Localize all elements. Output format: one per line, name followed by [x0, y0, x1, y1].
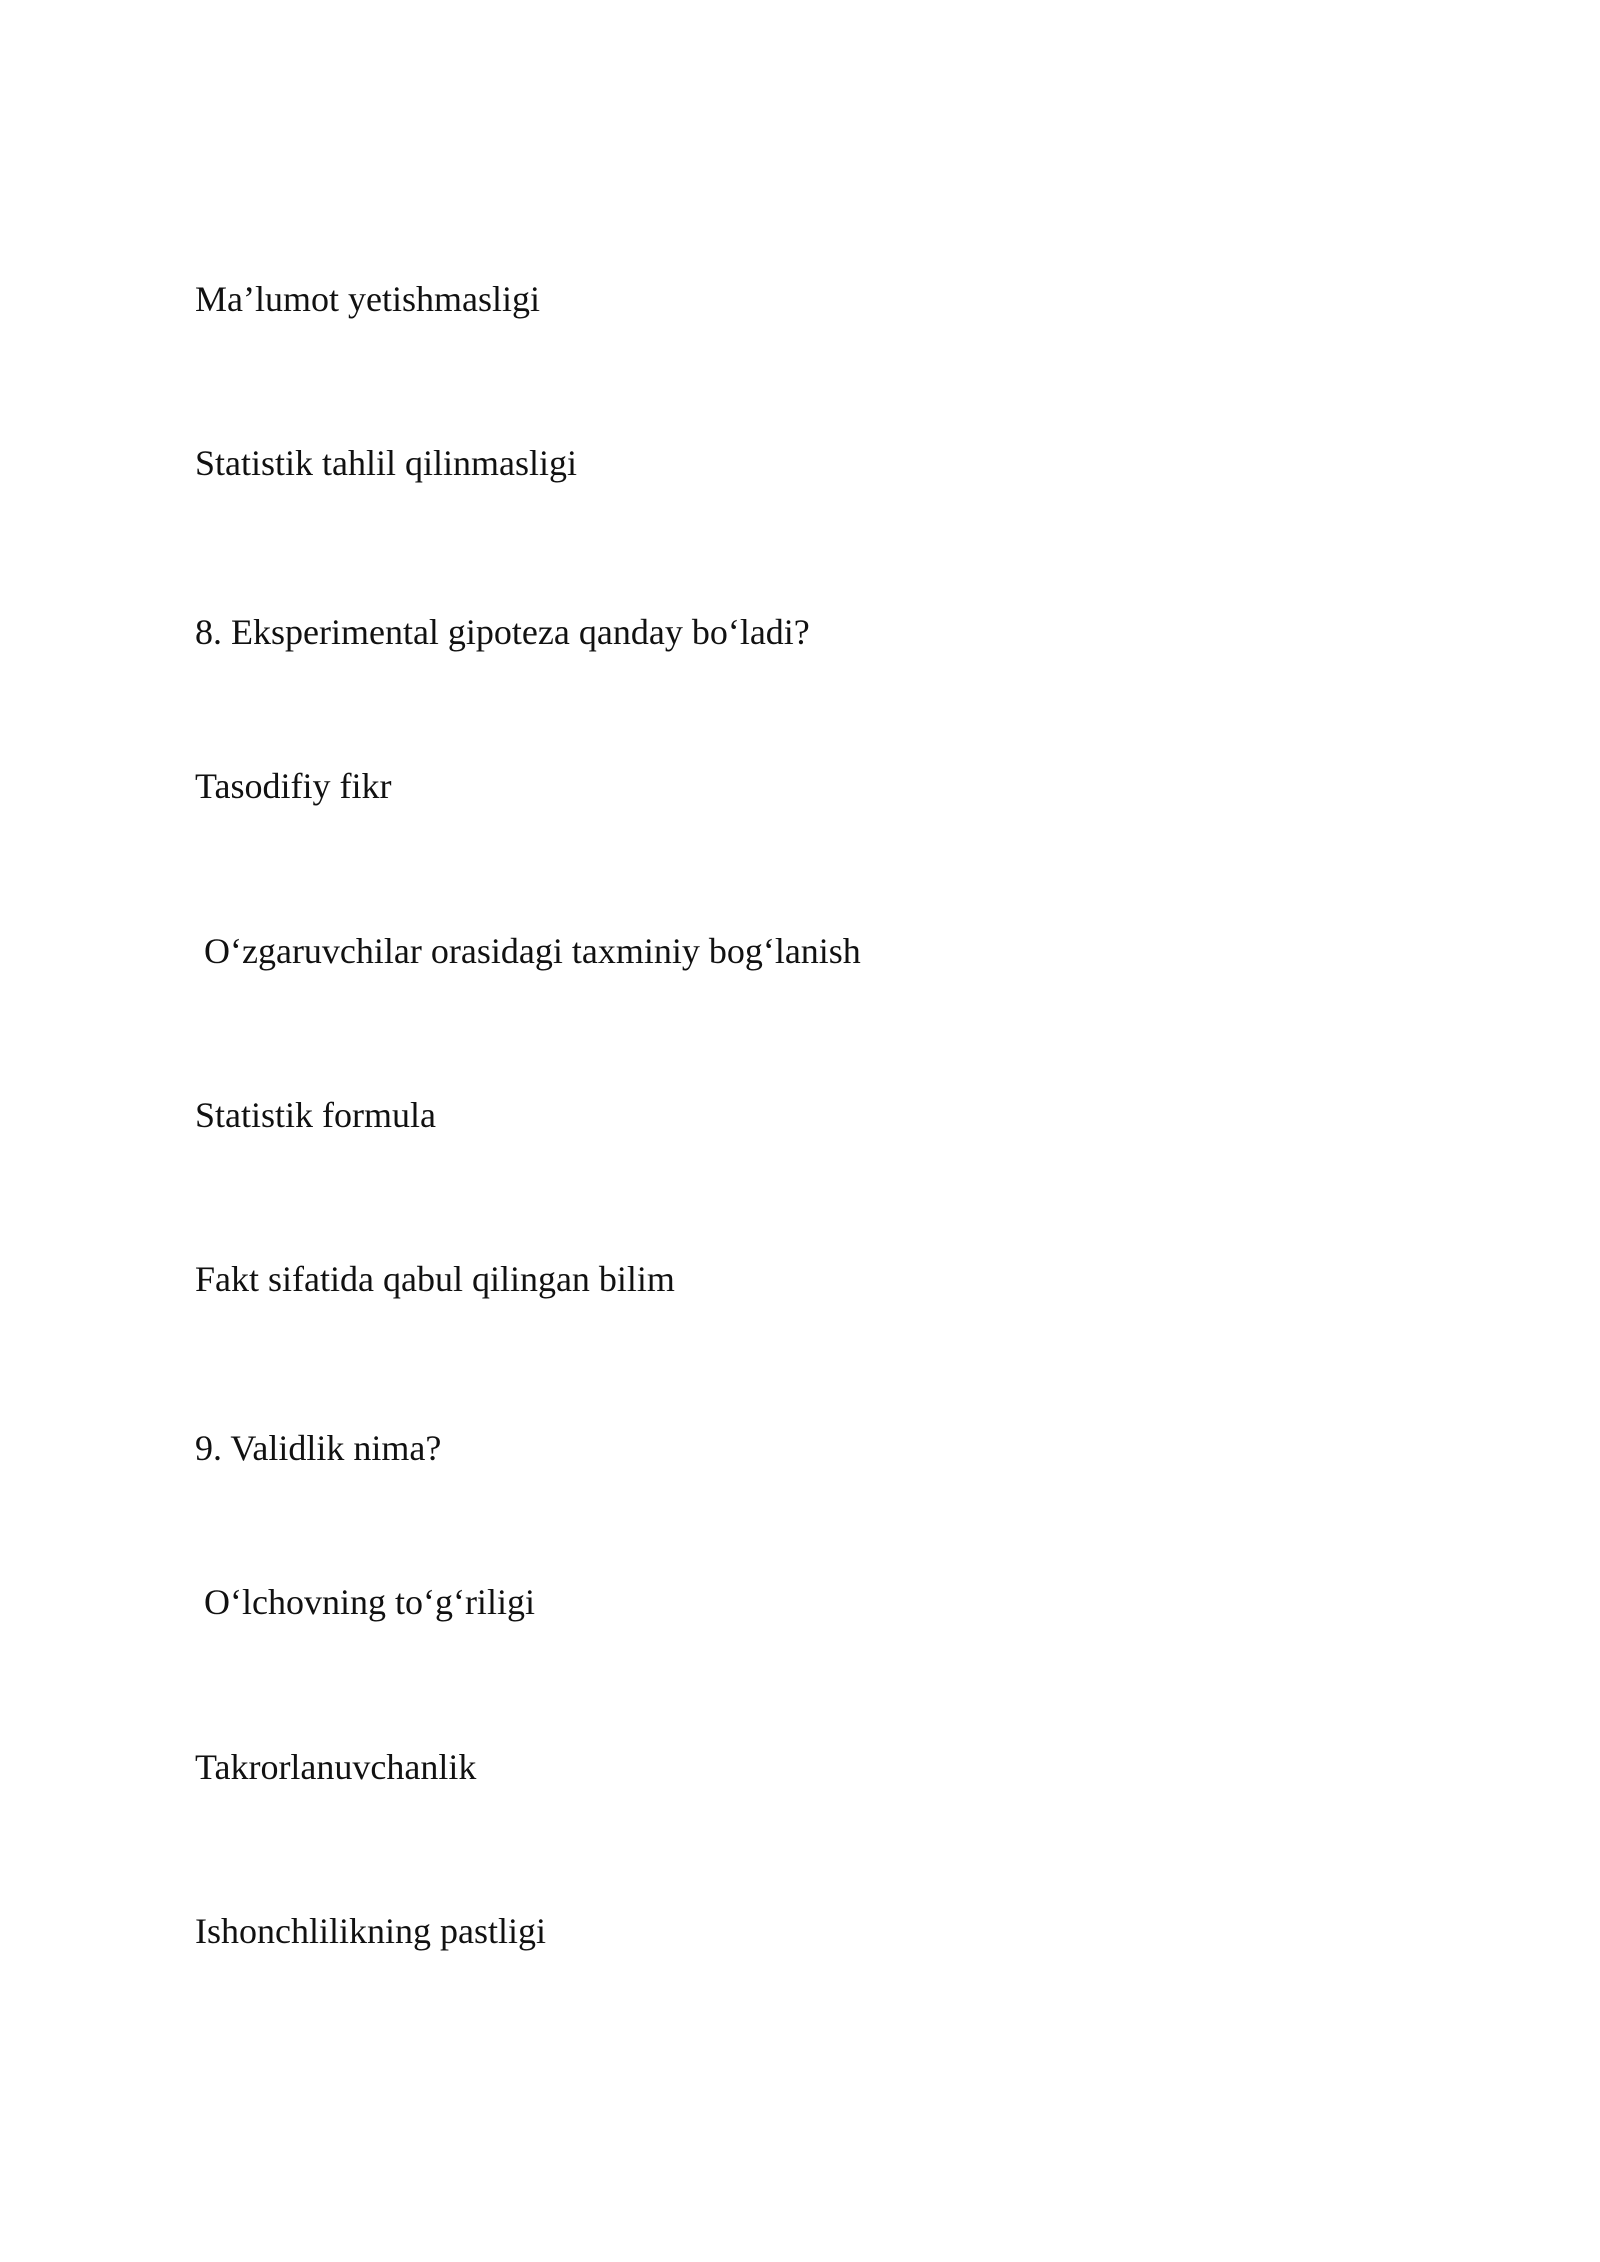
answer-option: Statistik tahlil qilinmasligi	[195, 443, 578, 483]
answer-option: Ishonchlilikning pastligi	[195, 1911, 546, 1951]
question-9: 9. Validlik nima?	[195, 1428, 442, 1468]
answer-option: Ma’lumot yetishmasligi	[195, 279, 540, 319]
answer-option: Takrorlanuvchanlik	[195, 1747, 477, 1787]
answer-option: Statistik formula	[195, 1095, 436, 1135]
question-8: 8. Eksperimental gipoteza qanday bo‘ladi?	[195, 612, 810, 652]
answer-option: O‘lchovning to‘g‘riligi	[195, 1582, 535, 1622]
answer-option: O‘zgaruvchilar orasidagi taxminiy bog‘lanish	[195, 931, 861, 971]
answer-option: Tasodifiy fikr	[195, 766, 392, 806]
answer-option: Fakt sifatida qabul qilingan bilim	[195, 1259, 675, 1299]
